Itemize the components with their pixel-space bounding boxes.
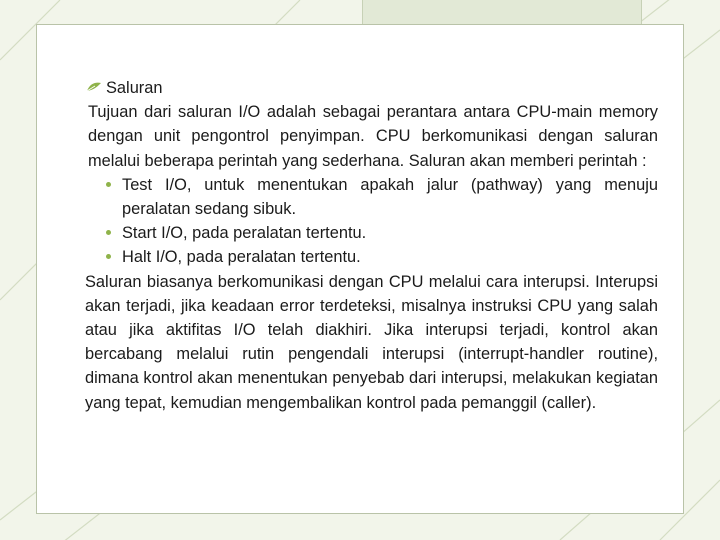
heading-text: Saluran xyxy=(106,79,163,97)
dot-bullet-icon xyxy=(106,230,111,235)
closing-paragraph: Saluran biasanya berkomunikasi dengan CPU melalui cara interupsi. Interupsi akan terjadi, jika keadaan error terdeteksi, misalnya instruksi CPU yang salah atau jika aktifitas I/O telah diakhiri. Jika interupsi terjadi, kontrol akan bercabang melalui rutin pengendali interupsi (interrupt-handler routine), dimana kontrol akan menentukan penyebab dari interupsi, melakukan kegiatan yang tepat, kemudian mengembalikan kontrol pada pemanggil (caller). xyxy=(85,272,658,412)
leaf-arrow-icon xyxy=(86,81,102,93)
slide-content xyxy=(85,76,658,415)
list-item: Start I/O, pada peralatan tertentu. xyxy=(122,221,658,245)
command-list xyxy=(88,173,658,270)
list-item: Test I/O, untuk menentukan apakah jalur (pathway) yang menuju peralatan sedang sibuk. xyxy=(122,173,658,221)
section-heading xyxy=(106,76,658,100)
intro-paragraph: Tujuan dari saluran I/O adalah sebagai perantara antara CPU-main memory dengan unit pengontrol penyimpan. CPU berkomunikasi dengan saluran melalui beberapa perintah yang sederhana. Saluran akan memberi perintah : xyxy=(88,103,658,170)
dot-bullet-icon xyxy=(106,254,111,259)
dot-bullet-icon xyxy=(106,182,111,187)
list-item: Halt I/O, pada peralatan tertentu. xyxy=(122,245,658,269)
